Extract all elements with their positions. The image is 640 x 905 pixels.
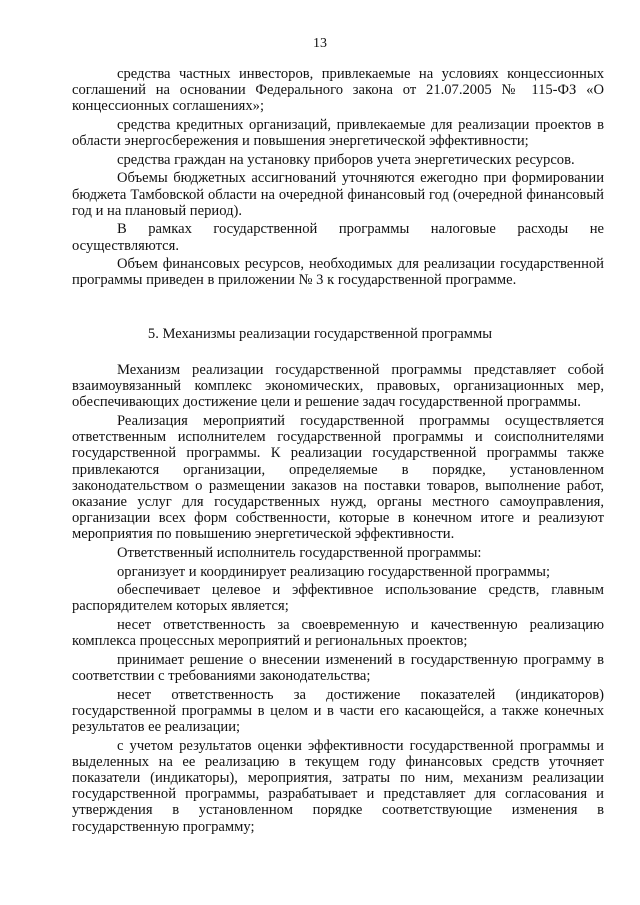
paragraph: Реализация мероприятий государственной программы осуществляется ответственным исполнителем государственной программы и соисполнителями государственной программы. К реализации государственной программы также привлекаются организации, определяемые в порядке, установленном законодательством о размещении заказов на поставки товаров, выполнение работ, оказание услуг для государственных нужд, органы местного самоуправления, организации всех форм собственности, которые в конечном итоге и реализуют мероприятия по повышению энергетической эффективности. [72, 413, 604, 543]
paragraph: с учетом результатов оценки эффективности государственной программы и выделенных на ее реализацию в текущем году финансовых средств уточняет показатели (индикаторы), мероприятия, затраты по ним, механизм реализации государственной программы, разрабатывает и представляет для согласования и утверждения в установленном порядке соответствующие изменения в государственную программу; [72, 737, 604, 835]
paragraph: Ответственный исполнитель государственной программы: [117, 545, 482, 562]
paragraph: Объем финансовых ресурсов, необходимых для реализации государственной программы приведен в приложении № 3 к государственной программе. [72, 256, 604, 289]
paragraph: В рамках государственной программы налоговые расходы не осуществляются. [72, 221, 604, 254]
paragraph: несет ответственность за достижение показателей (индикаторов) государственной программы в целом и в части его касающейся, а также конечных результатов ее реализации; [72, 686, 604, 735]
paragraph: средства кредитных организаций, привлекаемые для реализации проектов в области энергосбережения и повышения энергетической эффективности; [72, 117, 604, 150]
paragraph: обеспечивает целевое и эффективное использование средств, главным распорядителем которых является; [72, 582, 604, 615]
paragraph: принимает решение о внесении изменений в государственную программу в соответствии с требованиями законодательства; [72, 651, 604, 684]
funding-sources-section [72, 66, 604, 291]
paragraph: средства частных инвесторов, привлекаемые на условиях концессионных соглашений на основании Федерального закона от 21.07.2005 № 115-ФЗ «О концессионных соглашениях»; [72, 66, 604, 115]
section-heading: 5. Механизмы реализации государственной программы [147, 326, 493, 342]
paragraph: средства граждан на установку приборов учета энергетических ресурсов. [117, 151, 575, 168]
paragraph: Механизм реализации государственной программы представляет собой взаимоувязанный комплекс экономических, правовых, организационных мер, обеспечивающих достижение цели и решение задач государственной программы. [72, 362, 604, 411]
paragraph: Объемы бюджетных ассигнований уточняются ежегодно при формировании бюджета Тамбовской области на очередной финансовый год (очередной финансовый год и на плановый период). [72, 170, 604, 219]
page-number: 13 [313, 36, 327, 51]
paragraph: организует и координирует реализацию государственной программы; [117, 563, 551, 580]
paragraph: несет ответственность за своевременную и качественную реализацию комплекса процессных мероприятий и региональных проектов; [72, 617, 604, 650]
mechanisms-section [72, 362, 604, 837]
